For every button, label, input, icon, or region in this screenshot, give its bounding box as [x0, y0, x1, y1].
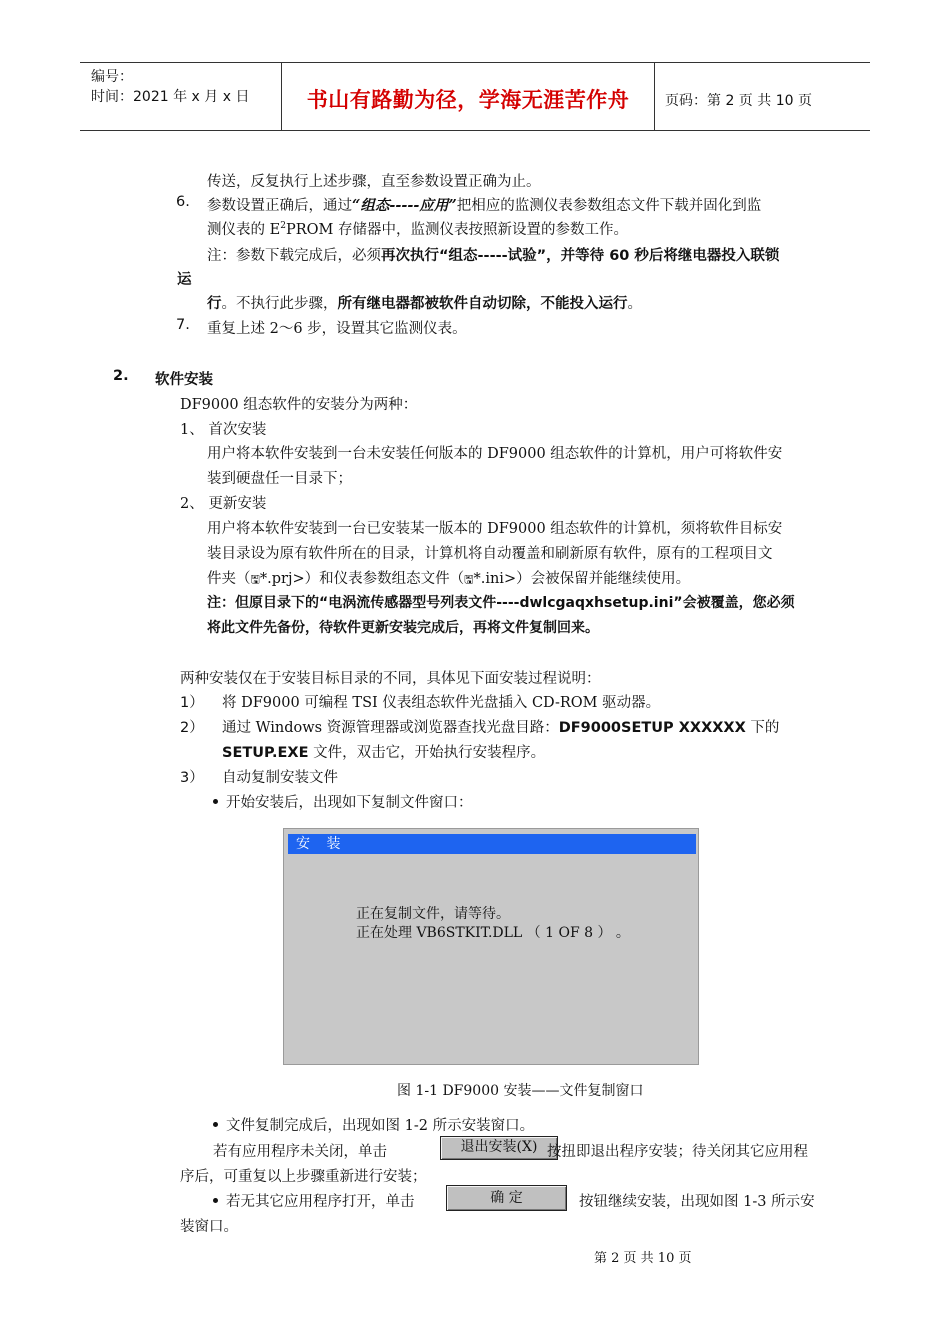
step7-number: 7. — [176, 317, 190, 333]
inline-text: *.ini>）会被保留并能继续使用。 — [473, 571, 691, 587]
step6-text: 把相应的监测仪表参数组态文件下载并固化到监 — [456, 198, 762, 214]
inline-text: *.prj>）和仪表参数组态文件（ — [259, 571, 465, 587]
ok-instruction: 装窗口。 — [180, 1219, 238, 1235]
exit-instruction: 若有应用程序未关闭，单击 — [213, 1144, 387, 1160]
step6-line1 — [207, 194, 761, 215]
step6-text: PROM 存储器中，监测仪表按照新设置的参数工作。 — [285, 222, 628, 238]
install-type-2-text: 装目录设为原有软件所在的目录，计算机将自动覆盖和刷新原有软件，原有的工程项目文 — [207, 546, 773, 562]
figure-caption: 图 1-1 DF9000 安装——文件复制窗口 — [397, 1083, 644, 1099]
note-line1 — [207, 244, 779, 265]
bullet-icon — [213, 1198, 218, 1203]
section-title: 软件安装 — [155, 371, 213, 388]
bullet-text: 开始安装后，出现如下复制文件窗口： — [226, 795, 473, 811]
note-line2: 运 — [177, 271, 192, 288]
note-line3 — [207, 292, 642, 313]
dialog-progress: 正在处理 VB6STKIT.DLL （ 1 OF 8 ） 。 — [356, 925, 630, 941]
install-type-1-text: 用户将本软件安装到一台未安装任何版本的 DF9000 组态软件的计算机，用户可将软件安 — [207, 446, 783, 462]
note-text: 。 — [627, 296, 642, 312]
process-step-number: 2） — [180, 720, 204, 736]
process-step-text: 将 DF9000 可编程 TSI 仪表组态软件光盘插入 CD-ROM 驱动器。 — [222, 695, 661, 711]
install-dialog — [283, 828, 699, 1065]
step7-text: 重复上述 2～6 步，设置其它监测仪表。 — [207, 321, 467, 337]
header-top-rule — [80, 62, 870, 63]
file-bold: SETUP.EXE — [222, 745, 309, 761]
dialog-message: 正在复制文件，请等待。 — [356, 906, 510, 922]
bullet-item — [213, 791, 473, 812]
step6-text: 参数设置正确后，通过 — [207, 198, 352, 214]
note-text: 注：参数下载完成后，必须 — [207, 248, 381, 264]
section-intro: DF9000 组态软件的安装分为两种： — [180, 397, 418, 413]
bullet-item — [213, 1190, 415, 1211]
step6-number: 6. — [176, 194, 190, 210]
install-type-1: 1、 首次安装 — [180, 422, 267, 438]
page-footer: 第 2 页 共 10 页 — [594, 1251, 692, 1266]
note-text: 。不执行此步骤， — [221, 296, 338, 312]
file-icon: 🖫 — [250, 573, 260, 586]
warning-line: 将此文件先备份，待软件更新安装完成后，再将文件复制回来。 — [207, 620, 599, 636]
inline-text: 下的 — [745, 720, 780, 736]
process-intro: 两种安装仅在于安装目标目录的不同，具体见下面安装过程说明： — [180, 671, 601, 687]
file-icon: 🖫 — [464, 573, 474, 586]
dialog-title: 安 装 — [288, 834, 696, 854]
process-step-text — [222, 716, 779, 737]
bullet-text: 若无其它应用程序打开，单击 — [226, 1194, 415, 1210]
step6-line2 — [207, 218, 628, 239]
exit-instruction: 序后，可重复以上步骤重新进行安装； — [180, 1169, 427, 1185]
bullet-icon — [213, 1122, 218, 1127]
ok-instruction: 按钮继续安装，出现如图 1-3 所示安 — [579, 1194, 815, 1210]
exit-install-button[interactable]: 退出安装(X) — [440, 1136, 558, 1160]
superscript: 2 — [280, 221, 286, 232]
ok-button[interactable]: 确 定 — [446, 1185, 567, 1211]
header-bottom-rule — [80, 130, 870, 131]
warning-line: 注：但原目录下的“电涡流传感器型号列表文件----dwlcgaqxhsetup.ini”会被覆盖，您必须 — [207, 595, 795, 611]
process-step-number: 3） — [180, 770, 204, 786]
header-divider — [654, 62, 655, 130]
install-type-1-text: 装到硬盘任一目录下； — [207, 471, 352, 487]
note-bold: 所有继电器都被软件自动切除，不能投入运行 — [337, 296, 628, 312]
header-motto: 书山有路勤为径，学海无涯苦作舟 — [306, 87, 630, 112]
inline-text: 文件，双击它，开始执行安装程序。 — [308, 745, 546, 761]
page-info: 页码：第 2 页 共 10 页 — [665, 93, 812, 109]
note-bold: 行 — [207, 295, 222, 312]
continuation-text: 传送，反复执行上述步骤，直至参数设置正确为止。 — [207, 174, 541, 190]
date-label: 时间：2021 年 x 月 x 日 — [91, 89, 250, 105]
inline-text: 通过 Windows 资源管理器或浏览器查找光盘目路： — [222, 720, 559, 736]
install-type-2-text — [207, 567, 690, 590]
path-bold: DF9000SETUP XXXXXX — [558, 720, 746, 736]
inline-text: 件夹（ — [207, 571, 251, 587]
bullet-icon — [213, 799, 218, 804]
install-type-2: 2、 更新安装 — [180, 496, 267, 512]
process-step-text: 自动复制安装文件 — [222, 770, 338, 786]
bullet-item — [213, 1114, 534, 1135]
serial-label: 编号： — [91, 69, 133, 85]
step6-text: 测仪表的 E — [207, 222, 281, 238]
bullet-text: 文件复制完成后，出现如图 1-2 所示安装窗口。 — [226, 1118, 535, 1134]
install-type-2-text: 用户将本软件安装到一台已安装某一版本的 DF9000 组态软件的计算机，须将软件目标安 — [207, 521, 783, 537]
process-step-text — [222, 741, 545, 762]
process-step-number: 1） — [180, 695, 204, 711]
exit-instruction: 按扭即退出程序安装；待关闭其它应用程 — [547, 1144, 808, 1160]
section-number: 2. — [113, 368, 129, 384]
note-bold: 再次执行“组态-----试验”，并等待 60 秒后将继电器投入联锁 — [381, 248, 780, 264]
step6-command: “组态-----应用” — [352, 197, 457, 214]
